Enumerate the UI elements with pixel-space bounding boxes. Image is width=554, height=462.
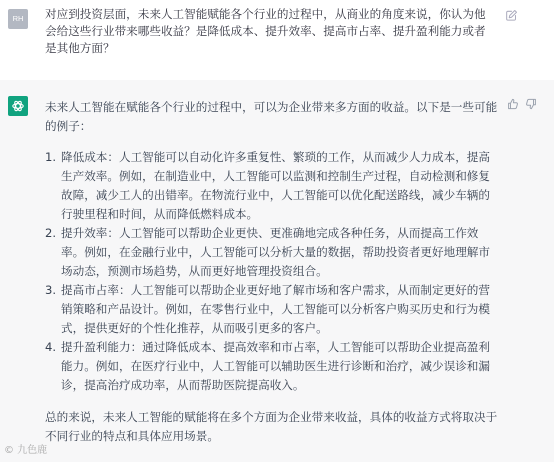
list-item-number: 1. — [45, 150, 57, 164]
user-message-text: 对应到投资层面，未来人工智能赋能各个行业的过程中，从商业的角度来说，你认为他会给这些行业带来哪些收益？是降低成本、提升效率、提高市占率、提升盈利能力或者是其他方面？ — [45, 7, 486, 55]
list-item — [45, 224, 500, 281]
list-item-text: 提升盈利能力：通过降低成本、提高效率和市占率，人工智能可以帮助企业提高盈利能力。例如，在医疗行业中，人工智能可以辅助医生进行诊断和治疗，减少误诊和漏诊，提高治疗成功率，从而帮助医院提高收入。 — [61, 340, 490, 392]
thumbs-up-icon[interactable] — [507, 98, 519, 110]
list-item — [45, 281, 500, 338]
openai-logo-icon — [11, 99, 25, 113]
list-item-text: 降低成本：人工智能可以自动化许多重复性、繁琐的工作，从而减少人力成本，提高生产效率。例如，在制造业中，人工智能可以监测和控制生产过程，自动检测和修复故障，减少工人的出错率。在物流行业中，人工智能可以优化配送路线，减少车辆的行驶里程和时间，从而降低燃料成本。 — [61, 150, 490, 221]
list-item-number: 3. — [45, 283, 57, 297]
answer-intro: 未来人工智能在赋能各个行业的过程中，可以为企业带来多方面的收益。以下是一些可能的例子： — [45, 100, 498, 133]
assistant-message-block — [0, 80, 554, 462]
list-item-number: 2. — [45, 226, 57, 240]
user-message-block — [0, 0, 554, 80]
assistant-answer — [45, 98, 500, 446]
list-item-text: 提高市占率：人工智能可以帮助企业更好地了解市场和客户需求，从而制定更好的营销策略和产品设计。例如，在零售行业中，人工智能可以分析客户购买历史和行为模式，提供更好的个性化推荐，从而吸引更多的客户。 — [61, 283, 490, 335]
user-avatar: RH — [8, 9, 28, 29]
thumbs-down-icon[interactable] — [525, 98, 537, 110]
list-item — [45, 148, 500, 224]
watermark: © 九色鹿 — [4, 445, 48, 456]
list-item-number: 4. — [45, 340, 57, 354]
list-item — [45, 338, 500, 395]
benefit-list — [45, 148, 500, 395]
assistant-avatar — [8, 96, 28, 116]
edit-icon[interactable] — [505, 9, 518, 22]
answer-conclusion: 总的来说，未来人工智能的赋能将在多个方面为企业带来收益，具体的收益方式将取决于不同行业的特点和具体应用场景。 — [45, 410, 498, 443]
list-item-text: 提升效率：人工智能可以帮助企业更快、更准确地完成各种任务，从而提高工作效率。例如，在金融行业中，人工智能可以分析大量的数据，帮助投资者更好地理解市场动态，预测市场趋势，从而更好地管理投资组合。 — [61, 226, 490, 278]
